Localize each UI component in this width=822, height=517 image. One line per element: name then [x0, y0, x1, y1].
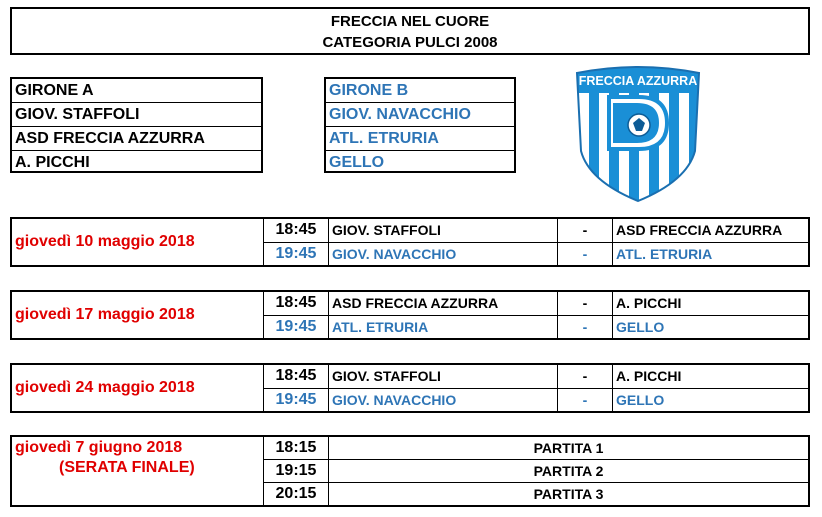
girone-a-team: ASD FRECCIA AZZURRA	[12, 127, 261, 151]
final-matchday	[10, 435, 810, 507]
logo-text: FRECCIA AZZURRA	[578, 74, 698, 88]
match-away: GELLO	[613, 315, 809, 338]
match-time: 19:45	[264, 315, 329, 338]
freccia-azzurra-logo	[567, 63, 709, 205]
final-subtitle: (SERATA FINALE)	[59, 459, 195, 476]
match-home: GIOV. NAVACCHIO	[329, 388, 558, 411]
matchday-3	[10, 363, 810, 413]
match-sep: -	[558, 365, 613, 388]
match-sep: -	[558, 388, 613, 411]
match-sep: -	[558, 292, 613, 315]
final-match-label: PARTITA 3	[329, 483, 809, 505]
girone-b-box	[324, 77, 516, 173]
match-home: ASD FRECCIA AZZURRA	[329, 292, 558, 315]
match-home: GIOV. STAFFOLI	[329, 219, 558, 242]
match-sep: -	[558, 242, 613, 265]
matchday-date: giovedì 24 maggio 2018	[12, 365, 264, 411]
girone-a-team: GIOV. STAFFOLI	[12, 103, 261, 127]
matchday-date: giovedì 17 maggio 2018	[12, 292, 264, 338]
match-time: 19:45	[264, 388, 329, 411]
girone-a-box	[10, 77, 263, 173]
final-time: 20:15	[264, 483, 329, 505]
match-away: GELLO	[613, 388, 809, 411]
match-away: A. PICCHI	[613, 292, 809, 315]
header-box	[10, 7, 810, 55]
match-time: 18:45	[264, 292, 329, 315]
girone-a-team: A. PICCHI	[15, 154, 90, 171]
girone-a-title: GIRONE A	[12, 79, 261, 103]
match-sep: -	[558, 315, 613, 338]
header-line1: FRECCIA NEL CUORE	[330, 13, 490, 30]
match-home: GIOV. STAFFOLI	[329, 365, 558, 388]
final-match-label: PARTITA 1	[329, 437, 809, 459]
header-line2: CATEGORIA PULCI 2008	[322, 34, 498, 51]
girone-b-title: GIRONE B	[326, 79, 514, 103]
match-away: ATL. ETRURIA	[613, 242, 809, 265]
match-home: GIOV. NAVACCHIO	[329, 242, 558, 265]
match-away: A. PICCHI	[613, 365, 809, 388]
match-time: 18:45	[264, 219, 329, 242]
final-time: 19:15	[264, 459, 329, 482]
match-time: 18:45	[264, 365, 329, 388]
final-date-cell	[12, 437, 264, 505]
girone-b-team: GELLO	[329, 154, 385, 171]
girone-b-team: ATL. ETRURIA	[326, 127, 514, 151]
matchday-date: giovedì 10 maggio 2018	[12, 219, 264, 265]
final-match-label: PARTITA 2	[329, 459, 809, 482]
girone-b-team: GIOV. NAVACCHIO	[326, 103, 514, 127]
match-time: 19:45	[264, 242, 329, 265]
final-time: 18:15	[264, 437, 329, 459]
final-date: giovedì 7 giugno 2018	[15, 439, 183, 456]
matchday-2	[10, 290, 810, 340]
match-away: ASD FRECCIA AZZURRA	[613, 219, 809, 242]
match-home: ATL. ETRURIA	[329, 315, 558, 338]
matchday-1	[10, 217, 810, 267]
match-sep: -	[558, 219, 613, 242]
